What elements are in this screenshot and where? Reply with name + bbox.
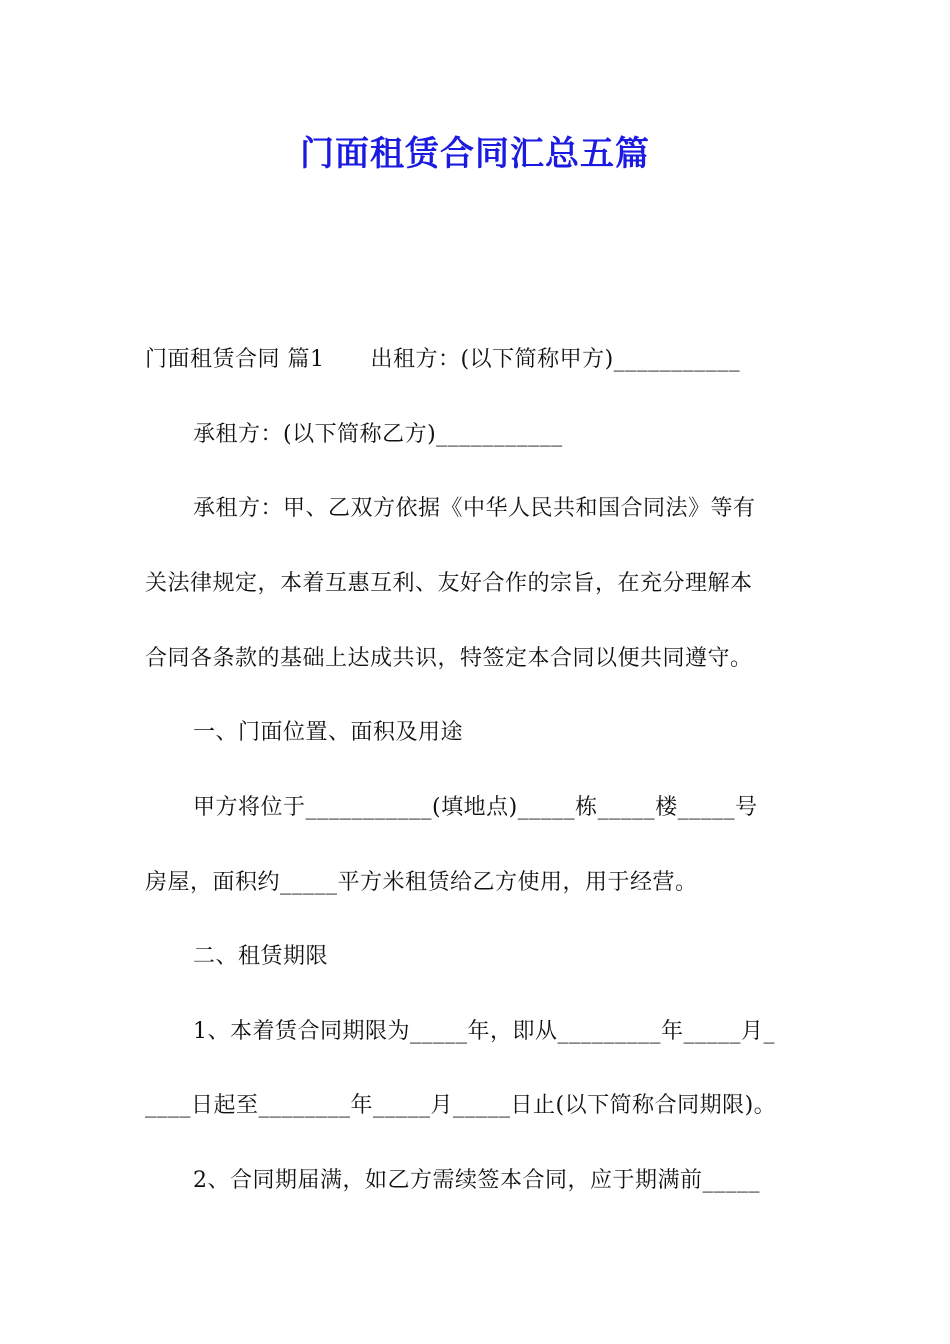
clause-heading: 二、租赁期限 — [193, 944, 329, 969]
paragraph-line: 1、本着赁合同期限为_____年，即从_________年_____月_ — [193, 1019, 775, 1044]
lessee-line: 承租方：(以下简称乙方)___________ — [193, 422, 563, 447]
paragraph-line: 关法律规定，本着互惠互利、友好合作的宗旨，在充分理解本 — [145, 571, 753, 596]
paragraph-line: 2、合同期届满，如乙方需续签本合同，应于期满前_____ — [193, 1168, 760, 1193]
lessor-line: 出租方：(以下简称甲方)___________ — [370, 347, 741, 372]
section-heading: 门面租赁合同 篇1 — [145, 347, 325, 372]
document-title: 门面租赁合同汇总五篇 — [300, 134, 650, 174]
paragraph-line: ____日起至________年_____月_____日止(以下简称合同期限)。 — [145, 1093, 777, 1118]
paragraph-line: 甲方将位于___________(填地点)_____栋_____楼_____号 — [193, 795, 758, 820]
clause-heading: 一、门面位置、面积及用途 — [193, 720, 464, 745]
paragraph-line: 承租方：甲、乙双方依据《中华人民共和国合同法》等有 — [193, 496, 756, 521]
paragraph-line — [145, 345, 810, 375]
paragraph-line: 房屋，面积约_____平方米租赁给乙方使用，用于经营。 — [145, 870, 698, 895]
paragraph-line: 合同各条款的基础上达成共识，特签定本合同以便共同遵守。 — [145, 646, 753, 671]
